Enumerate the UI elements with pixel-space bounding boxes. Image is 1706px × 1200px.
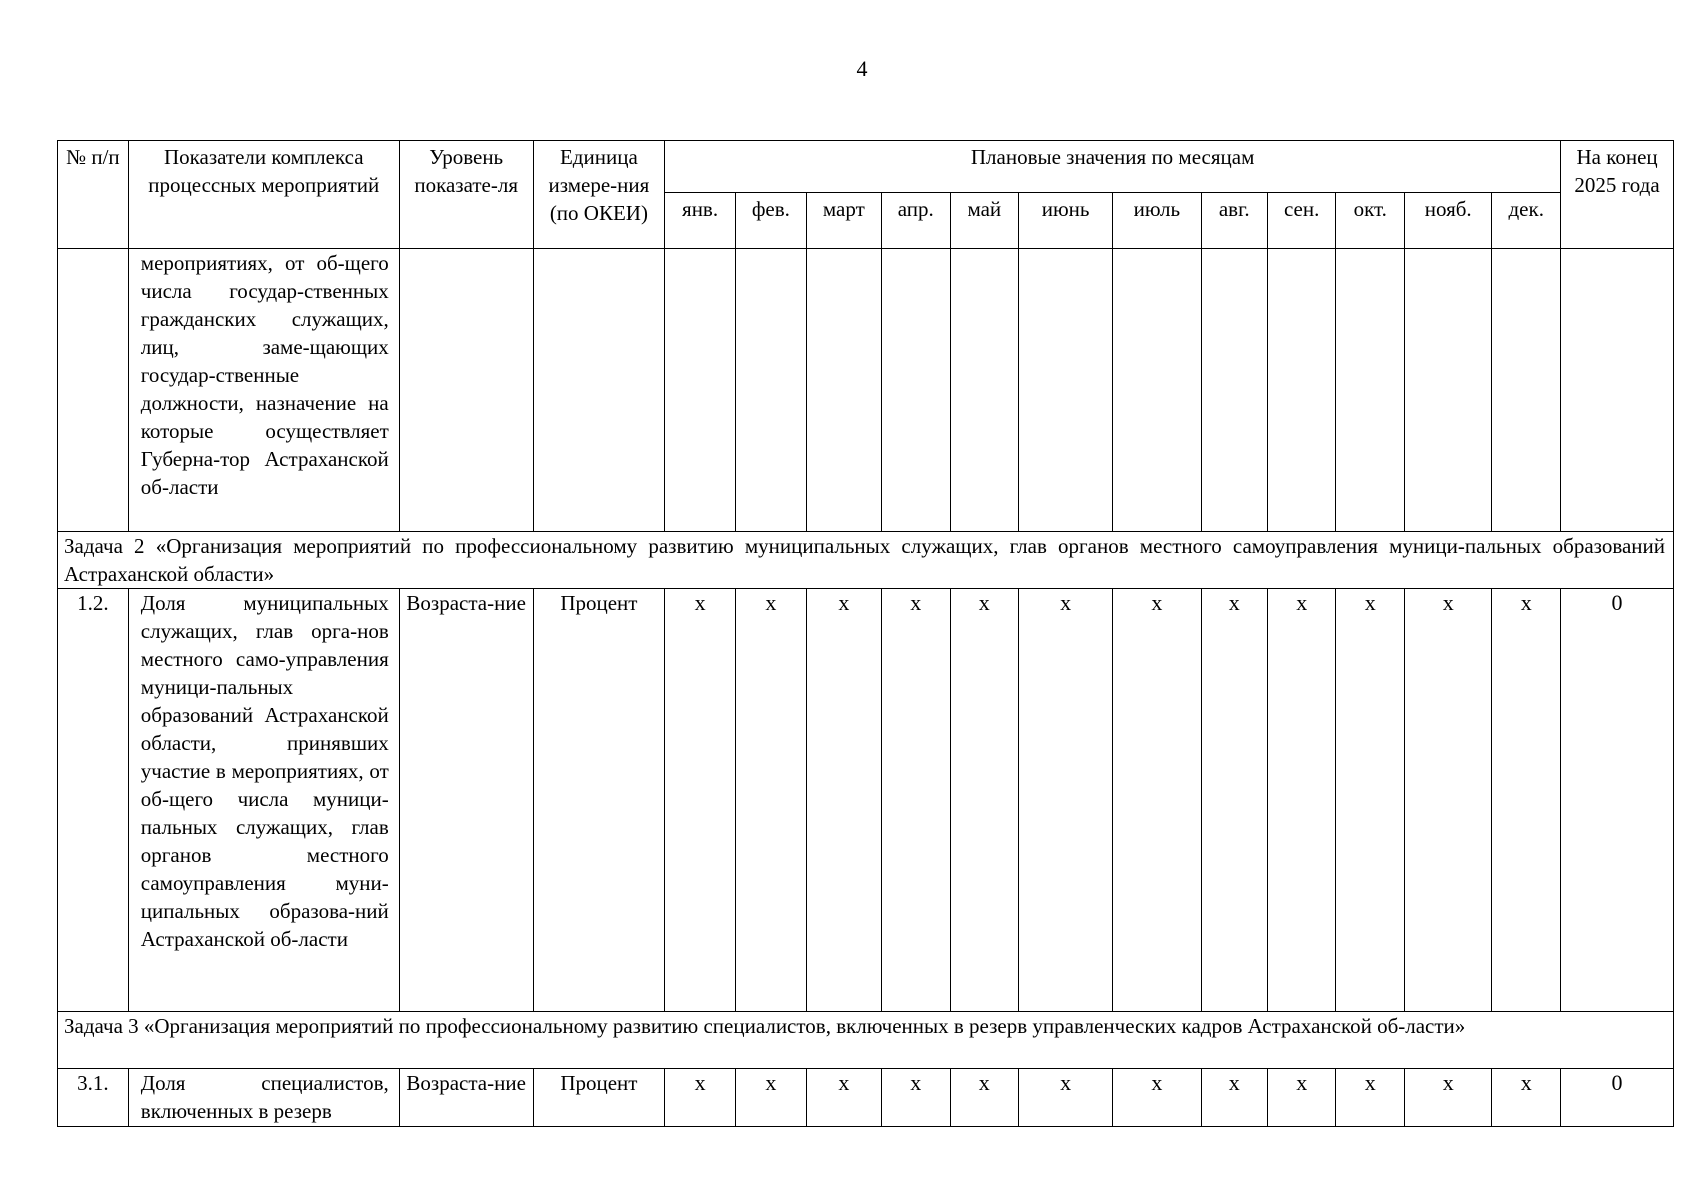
task-3-heading: Задача 3 «Организация мероприятий по профессиональному развитию специалистов, включенных в резерв управленческих кадров Астраханской об-ласти» bbox=[58, 1012, 1674, 1069]
month-value: x bbox=[1113, 1069, 1201, 1127]
header-plan-by-month: Плановые значения по месяцам bbox=[665, 141, 1561, 193]
month-value: x bbox=[665, 1069, 736, 1127]
header-month: янв. bbox=[665, 193, 736, 249]
month-value: x bbox=[806, 589, 881, 1012]
indicator-level: Возраста-ние bbox=[399, 589, 533, 1012]
indicator-unit: Процент bbox=[533, 1069, 665, 1127]
indicator-name: Доля муниципальных служащих, глав орга-нов местного само-управления муници-пальных образований Астраханской области, принявших участие в мероприятиях, от об-щего числа муници-пальных служащих, глав органов местного самоуправления муни-ципальных образова-ний Астраханской об-ласти bbox=[128, 589, 399, 1012]
header-month: дек. bbox=[1492, 193, 1561, 249]
indicators-table bbox=[57, 140, 1674, 1127]
end-of-year-value: 0 bbox=[1561, 589, 1674, 1012]
header-end-of-year: На конец 2025 года bbox=[1561, 141, 1674, 249]
month-value: x bbox=[806, 1069, 881, 1127]
header-num: № п/п bbox=[58, 141, 129, 249]
month-value: x bbox=[1405, 589, 1492, 1012]
header-month: апр. bbox=[881, 193, 950, 249]
month-value: x bbox=[1113, 589, 1201, 1012]
month-value: x bbox=[881, 1069, 950, 1127]
end-of-year-value: 0 bbox=[1561, 1069, 1674, 1127]
indicator-unit: Процент bbox=[533, 589, 665, 1012]
indicator-name: Доля специалистов, включенных в резерв bbox=[128, 1069, 399, 1127]
month-value: x bbox=[1267, 589, 1336, 1012]
header-month: окт. bbox=[1336, 193, 1405, 249]
table-row-continued bbox=[58, 249, 1674, 532]
table-row bbox=[58, 1069, 1674, 1127]
month-value: x bbox=[665, 589, 736, 1012]
indicator-name-continued: мероприятиях, от об-щего числа государ-ственных гражданских служащих, лиц, заме-щающих государ-ственные должности, назначение на которые осуществляет Губерна-тор Астраханской об-ласти bbox=[128, 249, 399, 532]
month-value: x bbox=[1201, 589, 1267, 1012]
row-number: 3.1. bbox=[58, 1069, 129, 1127]
header-month: июнь bbox=[1019, 193, 1113, 249]
month-value: x bbox=[1405, 1069, 1492, 1127]
header-level: Уровень показате-ля bbox=[399, 141, 533, 249]
header-indicators: Показатели комплекса процессных мероприятий bbox=[128, 141, 399, 249]
month-value: x bbox=[881, 589, 950, 1012]
page-number: 4 bbox=[856, 56, 868, 81]
header-unit: Единица измере-ния (по ОКЕИ) bbox=[533, 141, 665, 249]
month-value: x bbox=[950, 1069, 1019, 1127]
month-value: x bbox=[1492, 589, 1561, 1012]
indicator-level: Возраста-ние bbox=[399, 1069, 533, 1127]
header-month: март bbox=[806, 193, 881, 249]
header-month: авг. bbox=[1201, 193, 1267, 249]
header-month: фев. bbox=[735, 193, 806, 249]
header-month: нояб. bbox=[1405, 193, 1492, 249]
task-2-heading: Задача 2 «Организация мероприятий по профессиональному развитию муниципальных служащих, глав органов местного самоуправления муници-пальных образований Астраханской области» bbox=[58, 532, 1674, 589]
row-number: 1.2. bbox=[58, 589, 129, 1012]
month-value: x bbox=[735, 1069, 806, 1127]
month-value: x bbox=[735, 589, 806, 1012]
header-month: май bbox=[950, 193, 1019, 249]
month-value: x bbox=[1201, 1069, 1267, 1127]
header-month: сен. bbox=[1267, 193, 1336, 249]
month-value: x bbox=[1336, 1069, 1405, 1127]
header-month: июль bbox=[1113, 193, 1201, 249]
month-value: x bbox=[1019, 1069, 1113, 1127]
month-value: x bbox=[1267, 1069, 1336, 1127]
month-value: x bbox=[1336, 589, 1405, 1012]
month-value: x bbox=[1492, 1069, 1561, 1127]
table-row bbox=[58, 589, 1674, 1012]
month-value: x bbox=[950, 589, 1019, 1012]
month-value: x bbox=[1019, 589, 1113, 1012]
